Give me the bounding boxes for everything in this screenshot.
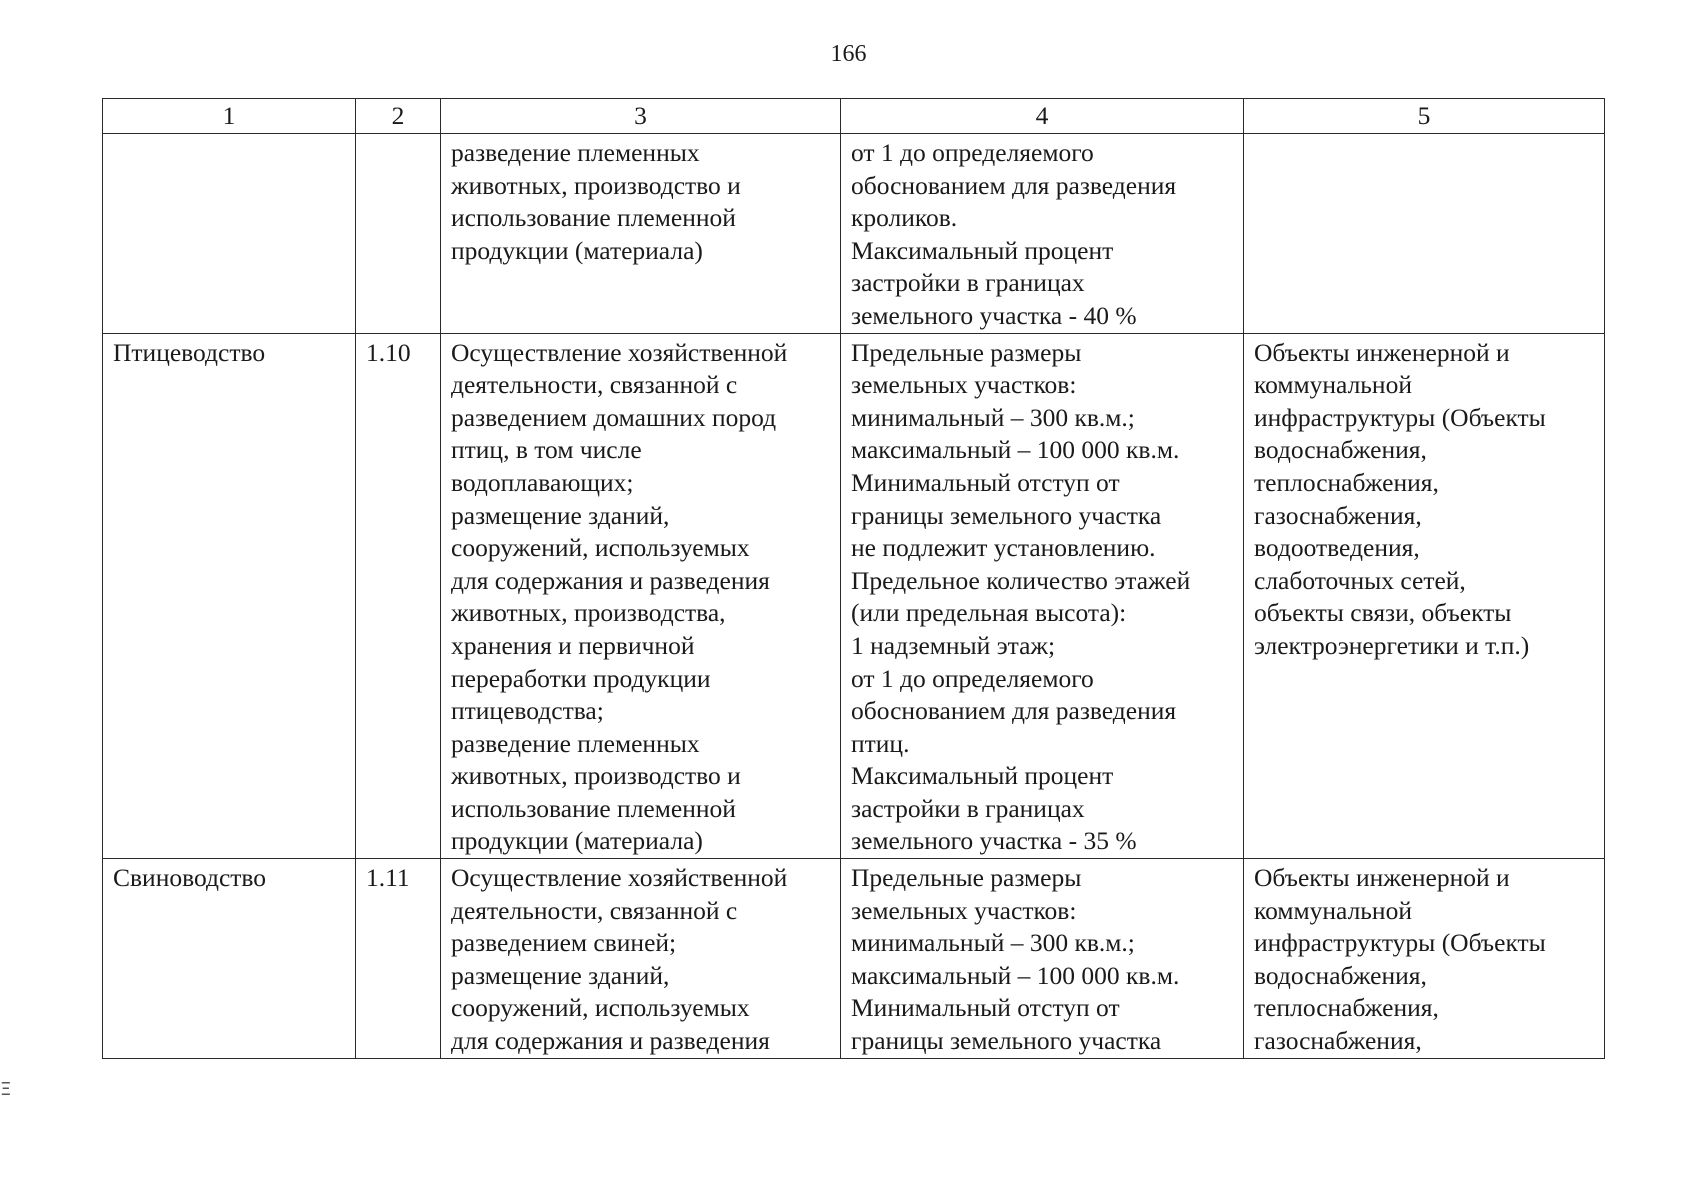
table-row-poultry — [103, 333, 1605, 859]
text-line: водоснабжения, — [1254, 435, 1427, 465]
text-line: водоплавающих; — [451, 467, 634, 497]
cell-parameters — [841, 333, 1244, 859]
text-line: хранения и первичной — [451, 630, 695, 660]
header-col-4: 4 — [841, 99, 1244, 134]
text-line: размещение зданий, — [451, 960, 670, 990]
text-line: земельного участка - 40 % — [851, 300, 1137, 330]
text-line: от 1 до определяемого — [851, 663, 1094, 693]
text-line: деятельности, связанной с — [451, 895, 738, 925]
text-line: инфраструктуры (Объекты — [1254, 928, 1546, 958]
text-line: максимальный – 100 000 кв.м. — [851, 435, 1180, 465]
header-col-3: 3 — [441, 99, 841, 134]
table-row-pig-farming — [103, 859, 1605, 1059]
text-line: 1 надземный этаж; — [851, 630, 1056, 660]
header-col-5: 5 — [1244, 99, 1605, 134]
text-line: (или предельная высота): — [851, 598, 1127, 628]
text-line: Максимальный процент — [851, 761, 1114, 791]
text-line: объекты связи, объекты — [1254, 598, 1512, 628]
text-line: границы земельного участка — [851, 500, 1162, 530]
text-line: Минимальный отступ от — [851, 993, 1120, 1023]
text-line: продукции (материала) — [451, 235, 703, 265]
cell-description — [441, 333, 841, 859]
text-line: разведение племенных — [451, 728, 700, 758]
text-line: животных, производства, — [451, 598, 726, 628]
text-line: разведением свиней; — [451, 928, 677, 958]
text-line: максимальный – 100 000 кв.м. — [851, 960, 1180, 990]
text-line: теплоснабжения, — [1254, 993, 1439, 1023]
text-line: Объекты инженерной и — [1254, 337, 1510, 367]
cell-use-code: 1.10 — [356, 333, 441, 859]
page-number: 166 — [830, 41, 867, 67]
text-line: водоотведения, — [1254, 533, 1420, 563]
cell-auxiliary — [1244, 134, 1605, 334]
text-line: обоснованием для разведения — [851, 170, 1177, 200]
cell-parameters — [841, 134, 1244, 334]
text-line: земельных участков: — [851, 370, 1077, 400]
text-line: деятельности, связанной с — [451, 370, 738, 400]
text-line: размещение зданий, — [451, 500, 670, 530]
header-col-1: 1 — [103, 99, 356, 134]
table-row-continuation — [103, 134, 1605, 334]
text-line: от 1 до определяемого — [851, 138, 1094, 167]
text-line: Предельные размеры — [851, 863, 1082, 893]
cell-description — [441, 859, 841, 1059]
text-line: животных, производство и — [451, 170, 741, 200]
text-line: Объекты инженерной и — [1254, 863, 1510, 893]
text-line: электроэнергетики и т.п.) — [1254, 630, 1530, 660]
text-line: разведение племенных — [451, 138, 700, 167]
cell-parameters — [841, 859, 1244, 1059]
cell-use-name: Птицеводство — [103, 333, 356, 859]
text-line: минимальный – 300 кв.м.; — [851, 402, 1135, 432]
text-line: обоснованием для разведения — [851, 696, 1177, 726]
text-line: животных, производство и — [451, 761, 741, 791]
table-body — [103, 134, 1605, 1059]
cell-use-name: Свиноводство — [103, 859, 356, 1059]
text-line: Осуществление хозяйственной — [451, 863, 788, 893]
cell-use-code — [356, 134, 441, 334]
text-line: кроликов. — [851, 203, 958, 233]
header-col-2: 2 — [356, 99, 441, 134]
text-line: газоснабжения, — [1254, 500, 1422, 530]
text-line: Предельные размеры — [851, 337, 1082, 367]
scan-edge-mark: Ξ — [0, 1079, 12, 1100]
text-line: застройки в границах — [851, 793, 1085, 823]
land-use-table — [102, 98, 1605, 1059]
table-header — [103, 99, 1605, 134]
text-line: продукции (материала) — [451, 826, 703, 856]
text-line: птиц, в том числе — [451, 435, 642, 465]
header-row — [103, 99, 1605, 134]
text-line: слаботочных сетей, — [1254, 565, 1466, 595]
text-line: Минимальный отступ от — [851, 467, 1120, 497]
text-line: коммунальной — [1254, 895, 1412, 925]
text-line: сооружений, используемых — [451, 533, 750, 563]
text-line: переработки продукции — [451, 663, 711, 693]
text-line: инфраструктуры (Объекты — [1254, 402, 1546, 432]
text-line: разведением домашних пород — [451, 402, 777, 432]
text-line: птиц. — [851, 728, 910, 758]
text-line: использование племенной — [451, 793, 736, 823]
text-line: минимальный – 300 кв.м.; — [851, 928, 1135, 958]
text-line: водоснабжения, — [1254, 960, 1427, 990]
cell-description — [441, 134, 841, 334]
text-line: земельного участка - 35 % — [851, 826, 1137, 856]
text-line: застройки в границах — [851, 268, 1085, 298]
cell-use-code: 1.11 — [356, 859, 441, 1059]
cell-auxiliary — [1244, 859, 1605, 1059]
text-line: теплоснабжения, — [1254, 467, 1439, 497]
text-line: Осуществление хозяйственной — [451, 337, 788, 367]
text-line: сооружений, используемых — [451, 993, 750, 1023]
text-line: земельных участков: — [851, 895, 1077, 925]
text-line: газоснабжения, — [1254, 1026, 1422, 1056]
text-line: Максимальный процент — [851, 235, 1114, 265]
text-line: для содержания и разведения — [451, 565, 770, 595]
text-line: коммунальной — [1254, 370, 1412, 400]
text-line: не подлежит установлению. — [851, 533, 1156, 563]
cell-use-name — [103, 134, 356, 334]
text-line: птицеводства; — [451, 696, 604, 726]
text-line: использование племенной — [451, 203, 736, 233]
text-line: для содержания и разведения — [451, 1026, 770, 1056]
text-line: границы земельного участка — [851, 1026, 1162, 1056]
cell-auxiliary — [1244, 333, 1605, 859]
text-line: Предельное количество этажей — [851, 565, 1191, 595]
